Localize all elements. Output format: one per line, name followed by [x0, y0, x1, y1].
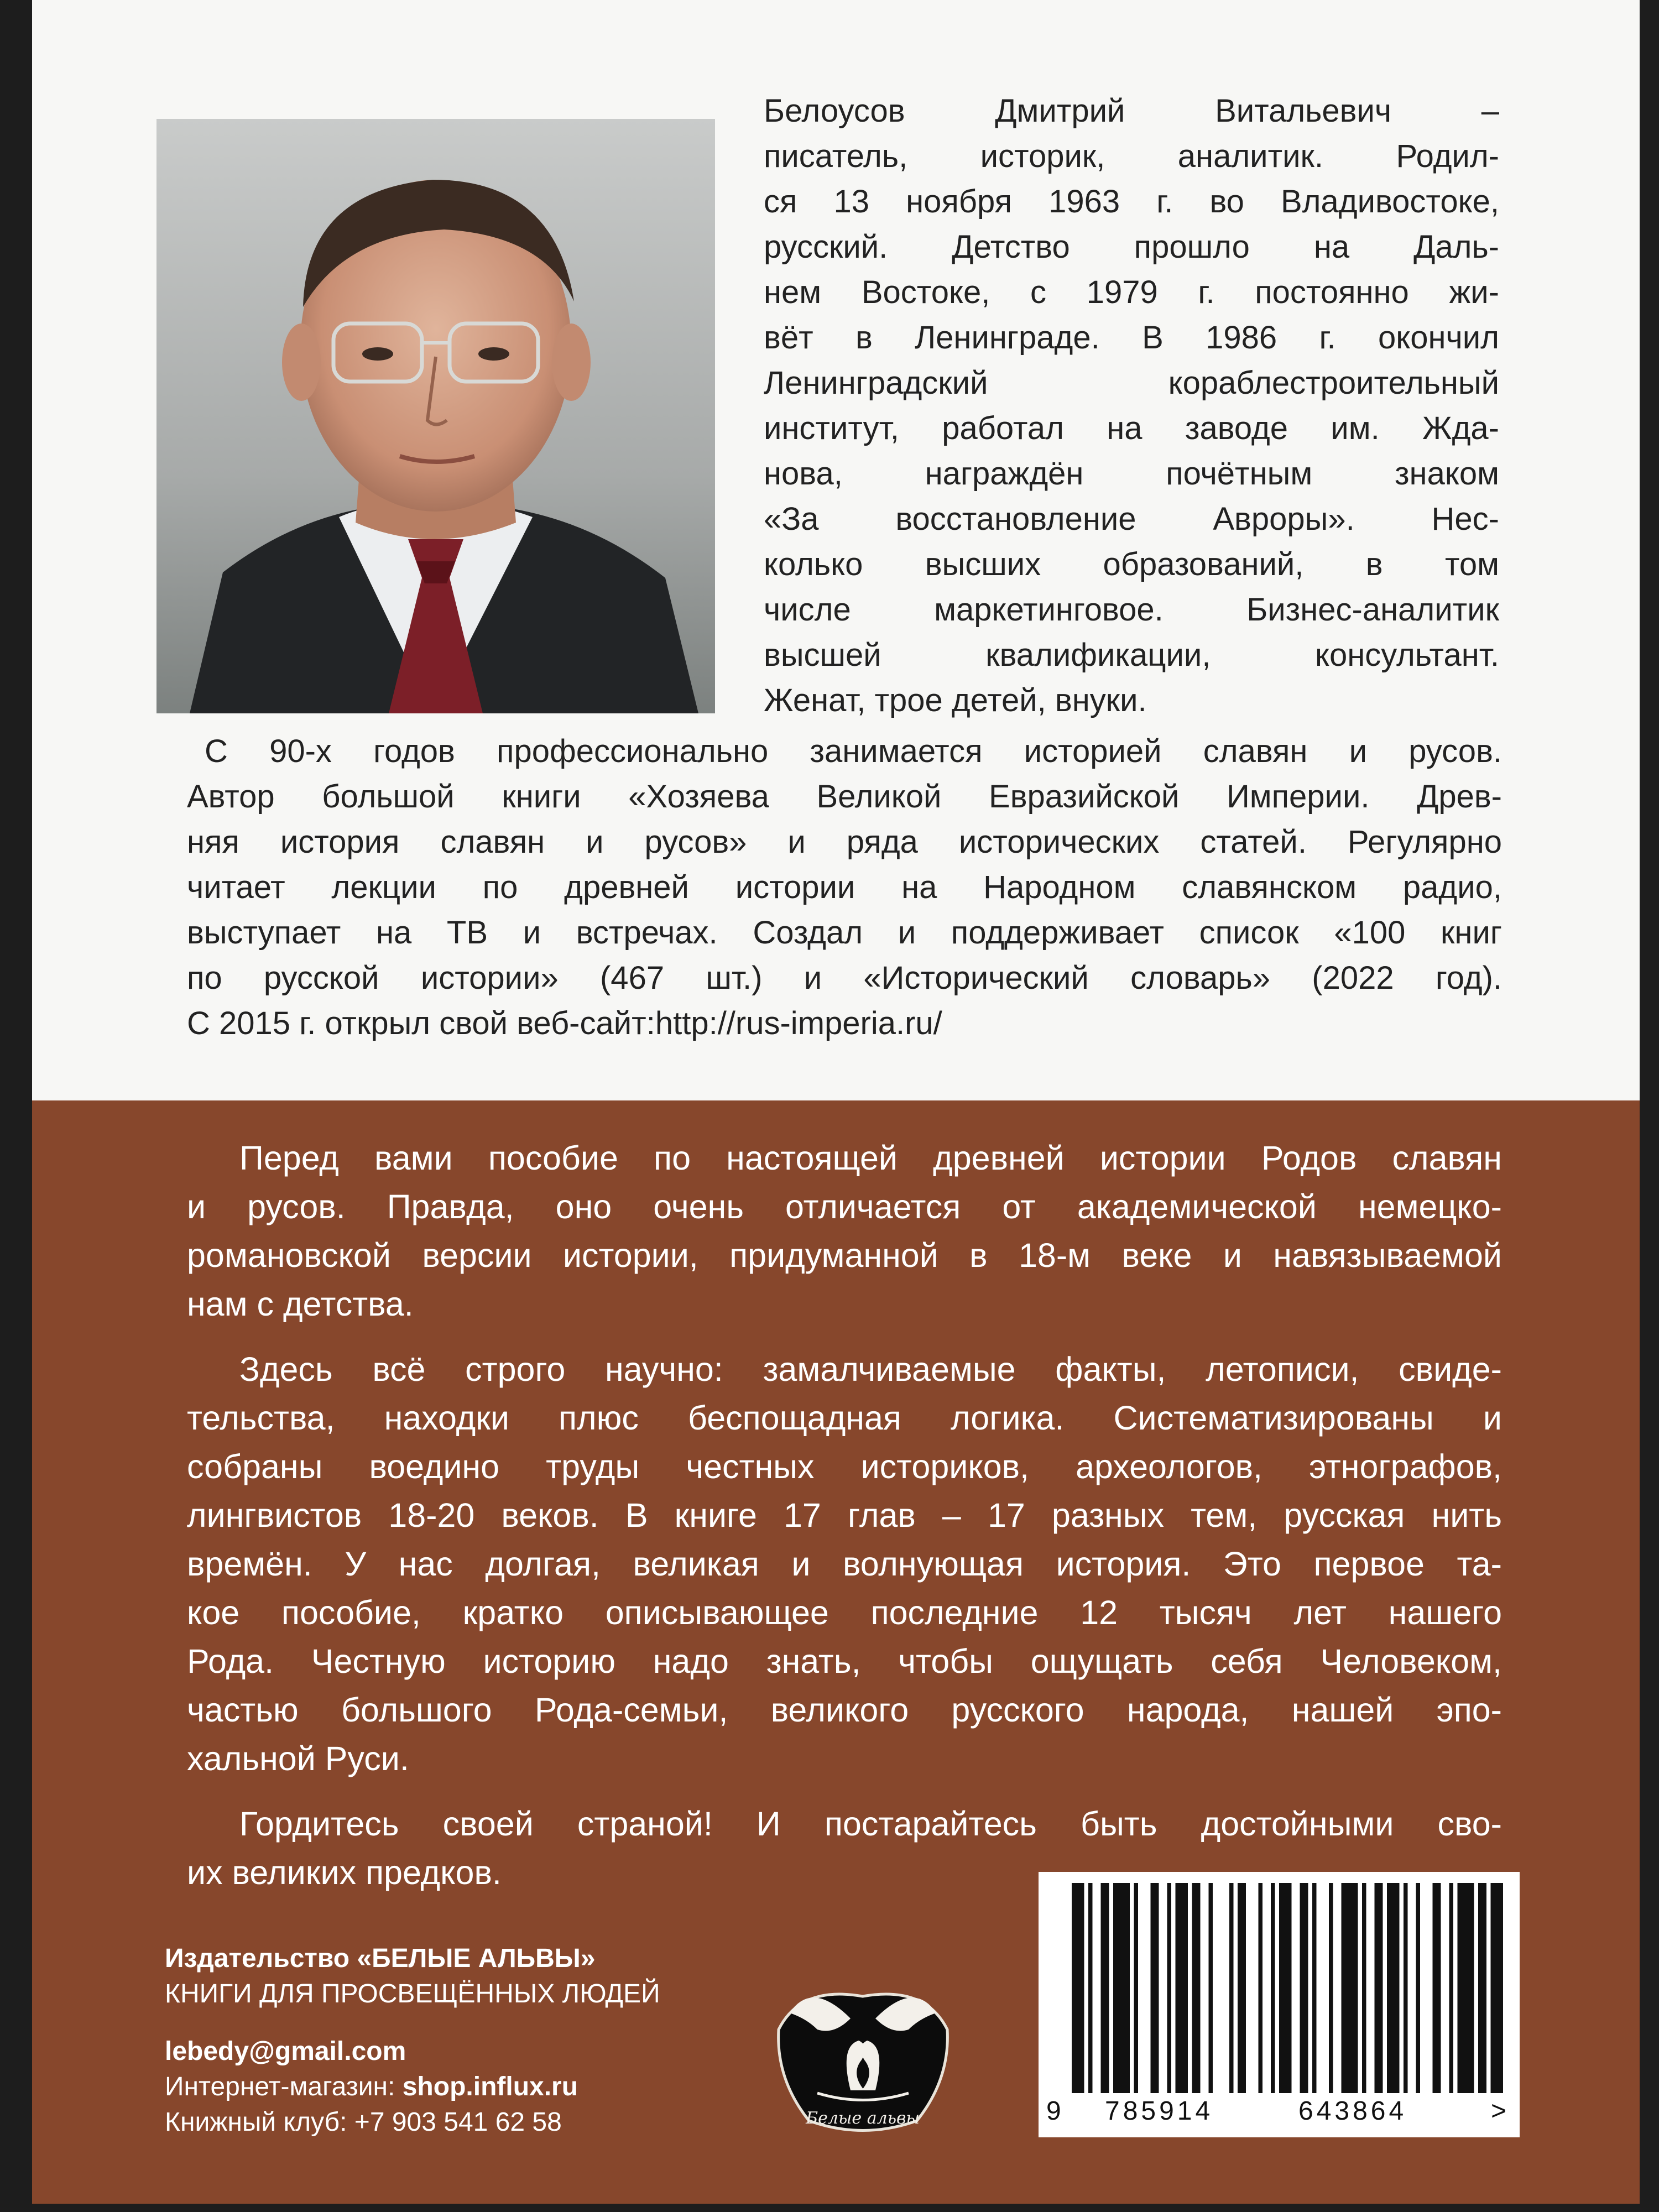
book-back-cover	[32, 0, 1640, 2204]
bio-line: Женат, трое детей, внуки.	[764, 682, 1147, 718]
blurb-line: собраны воедино труды честных историков, археологов, этнографов,	[187, 1448, 1502, 1485]
publisher-info	[165, 1941, 773, 2140]
barcode-bar	[1404, 1883, 1408, 2093]
author-bio-right-column	[764, 88, 1499, 723]
blurb-line: кое пособие, кратко описывающее последние 12 тысяч лет нашего	[187, 1594, 1502, 1631]
shop-url: shop.influx.ru	[402, 2072, 578, 2101]
barcode-bar	[1387, 1883, 1400, 2093]
blurb-line: времён. У нас долгая, великая и волнующая история. Это первое та-	[187, 1545, 1502, 1583]
swan-logo-icon	[768, 1963, 958, 2143]
bio-line: русский. Детство прошло на Даль-	[764, 229, 1499, 265]
barcode-bar	[1088, 1883, 1093, 2093]
publisher-logo	[768, 1963, 958, 2143]
barcode-digit-group2: 643864	[1298, 2096, 1407, 2126]
club-phone: +7 903 541 62 58	[354, 2107, 562, 2137]
barcode-bar	[1362, 1883, 1366, 2093]
blurb-line: Рода. Честную историю надо знать, чтобы ощущать себя Человеком,	[187, 1642, 1502, 1680]
bio-line: по русской истории» (467 шт.) и «Исторический словарь» (2022 год).	[187, 960, 1502, 996]
author-section	[32, 0, 1640, 1100]
bio-line: С 2015 г. открыл свой веб-сайт:http://rus-imperia.ru/	[187, 1005, 942, 1041]
bio-line: колько высших образований, в том	[764, 546, 1499, 582]
blurb-line: Перед вами пособие по настоящей древней истории Родов славян	[239, 1139, 1502, 1177]
publisher-name: Издательство «БЕЛЫЕ АЛЬВЫ»	[165, 1944, 596, 1973]
barcode-bar	[1312, 1883, 1317, 2093]
barcode-bar	[1134, 1883, 1139, 2093]
blurb-line: частью большого Рода-семьи, великого русского народа, нашей эпо-	[187, 1691, 1502, 1729]
barcode-bar	[1209, 1883, 1213, 2093]
bio-line: Автор большой книги «Хозяева Великой Евразийской Империи. Древ-	[187, 779, 1502, 815]
bio-line: числе маркетинговое. Бизнес-аналитик	[764, 592, 1499, 628]
barcode-bar	[1101, 1883, 1109, 2093]
barcode-bar	[1478, 1883, 1486, 2093]
blurb-line: лингвистов 18-20 веков. В книге 17 глав – 17 разных тем, русская нить	[187, 1496, 1502, 1534]
publisher-club-line	[165, 2105, 773, 2140]
bio-line: вёт в Ленинграде. В 1986 г. окончил	[764, 320, 1499, 356]
bio-line: читает лекции по древней истории на Народном славянском радио,	[187, 869, 1502, 905]
barcode-bar	[1458, 1883, 1474, 2093]
publisher-shop-line	[165, 2069, 773, 2105]
barcode-bar	[1271, 1883, 1275, 2093]
barcode-bar	[1329, 1883, 1333, 2093]
barcode-bar	[1072, 1883, 1084, 2093]
book-blurb	[187, 1134, 1502, 1897]
author-bio-full-width	[187, 729, 1502, 1046]
blurb-line: романовской версии истории, придуманной в 18-м веке и навязываемой	[187, 1237, 1502, 1274]
bio-line: ся 13 ноября 1963 г. во Владивостоке,	[764, 184, 1499, 220]
isbn-barcode	[1039, 1872, 1520, 2137]
blurb-line: тельства, находки плюс беспощадная логика. Систематизированы и	[187, 1399, 1502, 1437]
barcode-bar	[1375, 1883, 1383, 2093]
bio-line: институт, работал на заводе им. Жда-	[764, 410, 1499, 446]
bio-line: Ленинградский кораблестроительный	[764, 365, 1499, 401]
bio-line: нова, награждён почётным знаком	[764, 456, 1499, 492]
blurb-line: Здесь всё строго научно: замалчиваемые факты, летописи, свиде-	[239, 1350, 1502, 1388]
barcode-bar	[1167, 1883, 1172, 2093]
blurb-line: нам с детства.	[187, 1285, 414, 1323]
barcode-bar	[1279, 1883, 1292, 2093]
bio-line: писатель, историк, аналитик. Родил-	[764, 138, 1499, 174]
barcode-bar	[1151, 1883, 1159, 2093]
publisher-email: lebedy@gmail.com	[165, 2037, 406, 2066]
bio-line: «За восстановление Авроры». Нес-	[764, 501, 1499, 537]
club-label: Книжный клуб:	[165, 2107, 354, 2137]
blurb-line: Гордитесь своей страной! И постарайтесь быть достойными сво-	[239, 1805, 1502, 1843]
blurb-line: хальной Руси.	[187, 1740, 409, 1777]
barcode-bar	[1229, 1883, 1234, 2093]
blurb-line: и русов. Правда, оно очень отличается от академической немецко-	[187, 1188, 1502, 1225]
barcode-bar	[1491, 1883, 1504, 2093]
barcode-bar	[1449, 1883, 1454, 2093]
bio-line: выступает на ТВ и встречах. Создал и поддерживает список «100 книг	[187, 915, 1502, 951]
barcode-bar	[1238, 1883, 1246, 2093]
barcode-bar	[1416, 1883, 1421, 2093]
bio-line: С 90-х годов профессионально занимается историей славян и русов.	[205, 733, 1502, 769]
barcode-bar	[1113, 1883, 1130, 2093]
bio-line: няя история славян и русов» и ряда исторических статей. Регулярно	[187, 824, 1502, 860]
bio-line: Белоусов Дмитрий Витальевич –	[764, 93, 1499, 129]
barcode-digit-group1: 785914	[1105, 2096, 1214, 2126]
author-photo	[156, 119, 715, 713]
barcode-bar	[1192, 1883, 1201, 2093]
bio-line: высшей квалификации, консультант.	[764, 637, 1499, 673]
author-portrait-image	[156, 119, 715, 713]
publisher-tagline: КНИГИ ДЛЯ ПРОСВЕЩЁННЫХ ЛЮДЕЙ	[165, 1979, 660, 2008]
barcode-bar	[1176, 1883, 1188, 2093]
barcode-digit-lead: 9	[1046, 2096, 1065, 2126]
blurb-line: их великих предков.	[187, 1854, 502, 1891]
bio-line: нем Востоке, с 1979 г. постоянно жи-	[764, 274, 1499, 310]
barcode-bar	[1342, 1883, 1358, 2093]
shop-label: Интернет-магазин:	[165, 2072, 403, 2101]
blurb-section	[32, 1100, 1640, 2204]
barcode-bar	[1259, 1883, 1263, 2093]
barcode-bar	[1433, 1883, 1441, 2093]
barcode-bar	[1300, 1883, 1308, 2093]
logo-caption: Белые альвы	[806, 2109, 920, 2128]
barcode-digit-trail: >	[1491, 2096, 1510, 2126]
